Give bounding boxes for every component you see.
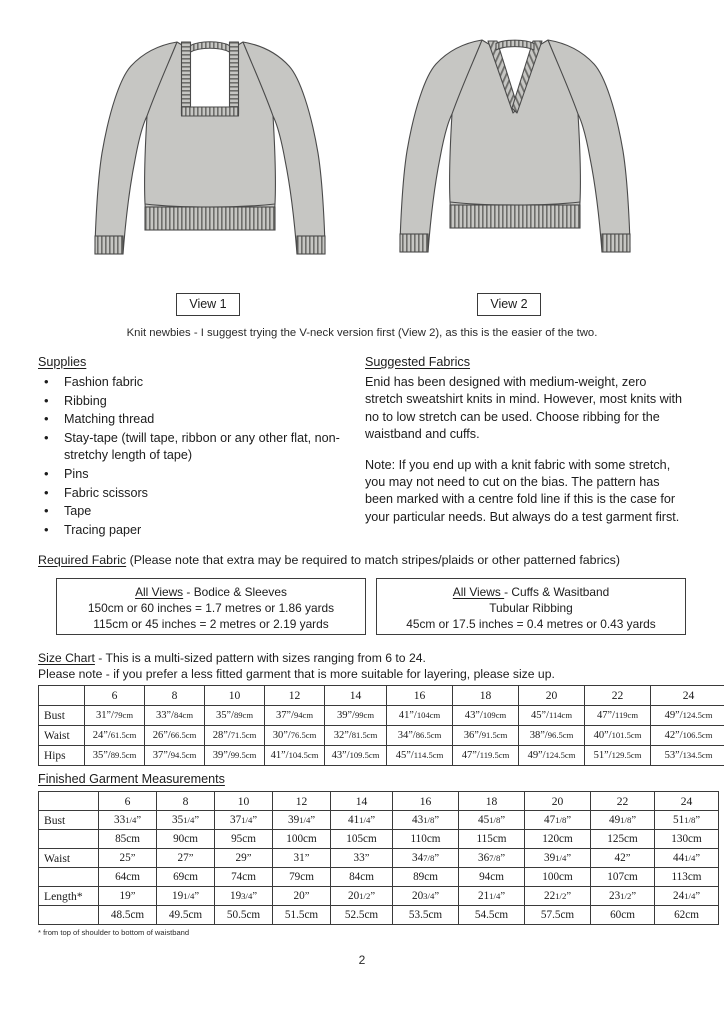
row-label-cell-empty — [39, 868, 99, 887]
measurement-cell-cm: 125cm — [591, 830, 655, 849]
measurement-cell: 45”/114cm — [519, 706, 585, 726]
measurement-cell-inches: 451/8” — [459, 811, 525, 830]
size-header-cell: 10 — [205, 686, 265, 706]
measurement-cell-cm: 107cm — [591, 868, 655, 887]
size-header-cell: 16 — [387, 686, 453, 706]
illustration-row — [0, 14, 724, 284]
size-header-cell: 10 — [215, 792, 273, 811]
row-label-cell: Waist — [39, 849, 99, 868]
size-header-cell: 16 — [393, 792, 459, 811]
fabric-box-title-underlined: All Views — [135, 585, 184, 599]
measurement-cell: 42”/106.5cm — [651, 726, 724, 746]
fabric-box-line: 115cm or 45 inches = 2 metres or 2.19 yards — [93, 617, 329, 632]
measurement-cell: 49”/124.5cm — [651, 706, 724, 726]
view-label-view2: View 2 — [477, 293, 541, 316]
size-header-cell: 12 — [265, 686, 325, 706]
fabric-box-title-rest: - Cuffs & Wasitband — [504, 585, 610, 599]
size-header-cell: 18 — [459, 792, 525, 811]
size-header-cell: 24 — [651, 686, 724, 706]
table-row — [39, 726, 724, 746]
measurement-cell-inches: 347/8” — [393, 849, 459, 868]
size-chart-heading-line — [38, 651, 698, 667]
measurement-cell-cm: 95cm — [215, 830, 273, 849]
size-chart-intro — [38, 651, 698, 682]
row-label-cell-empty — [39, 830, 99, 849]
measurement-cell-inches: 201/2” — [331, 887, 393, 906]
measurement-cell-cm: 100cm — [525, 868, 591, 887]
measurement-cell-cm: 50.5cm — [215, 906, 273, 925]
list-item: • Matching thread — [38, 411, 358, 428]
measurement-cell-cm: 110cm — [393, 830, 459, 849]
measurement-cell: 38”/96.5cm — [519, 726, 585, 746]
measurement-cell: 40”/101.5cm — [585, 726, 651, 746]
measurement-cell-inches: 391/4” — [525, 849, 591, 868]
measurement-cell-cm: 48.5cm — [99, 906, 157, 925]
supplies-section — [38, 355, 358, 541]
size-header-cell: 22 — [585, 686, 651, 706]
table-header-row — [39, 686, 724, 706]
size-header-cell: 20 — [519, 686, 585, 706]
supplies-list — [38, 374, 358, 539]
row-label-cell: Bust — [39, 811, 99, 830]
size-chart-heading-rest: - This is a multi-sized pattern with sizes ranging from 6 to 24. — [94, 651, 426, 665]
measurement-cell-cm: 85cm — [99, 830, 157, 849]
fabric-box-title — [57, 584, 365, 600]
measurement-cell-inches: 221/2” — [525, 887, 591, 906]
fabric-box-title-underlined: All Views — [452, 585, 505, 599]
page-number: 2 — [358, 953, 366, 967]
measurement-cell-inches: 371/4” — [215, 811, 273, 830]
measurement-cell-inches: 193/4” — [215, 887, 273, 906]
measurement-cell-cm: 130cm — [655, 830, 719, 849]
table-row — [39, 887, 719, 906]
fabrics-paragraph: Enid has been designed with medium-weight, zero stretch sweatshirt knits in mind. However, most knits with no to low stretch can be used. Choose ribbing for the waistband and cuffs. — [365, 375, 683, 442]
size-header-cell: 24 — [655, 792, 719, 811]
measurement-cell: 43”/109cm — [453, 706, 519, 726]
measurement-cell-inches: 31” — [273, 849, 331, 868]
measurement-cell-cm: 120cm — [525, 830, 591, 849]
size-header-cell: 6 — [85, 686, 145, 706]
row-label-cell: Bust — [39, 706, 85, 726]
measurement-cell: 43”/109.5cm — [325, 746, 387, 766]
measurement-cell-inches: 411/4” — [331, 811, 393, 830]
measurement-cell-cm: 49.5cm — [157, 906, 215, 925]
measurement-cell-cm: 52.5cm — [331, 906, 393, 925]
finished-measurements-footnote: * from top of shoulder to bottom of waistband — [38, 928, 190, 937]
measurement-cell-cm: 113cm — [655, 868, 719, 887]
size-header-cell: 22 — [591, 792, 655, 811]
measurement-cell: 28”/71.5cm — [205, 726, 265, 746]
measurement-cell-inches: 20” — [273, 887, 331, 906]
measurement-cell-inches: 29” — [215, 849, 273, 868]
size-chart-table — [38, 685, 724, 766]
row-label-cell: Waist — [39, 726, 85, 746]
measurement-cell-cm: 90cm — [157, 830, 215, 849]
measurement-cell-cm: 69cm — [157, 868, 215, 887]
measurement-cell: 35”/89.5cm — [85, 746, 145, 766]
supplies-heading: Supplies — [38, 355, 87, 369]
fabric-box-line: 150cm or 60 inches = 1.7 metres or 1.86 yards — [87, 601, 335, 616]
measurement-cell: 39”/99.5cm — [205, 746, 265, 766]
measurement-cell-inches: 491/8” — [591, 811, 655, 830]
measurement-cell-inches: 33” — [331, 849, 393, 868]
measurement-cell-cm: 64cm — [99, 868, 157, 887]
view-label-view1: View 1 — [176, 293, 240, 316]
size-header-cell: 6 — [99, 792, 157, 811]
measurement-cell: 47”/119.5cm — [453, 746, 519, 766]
required-fabric-heading-label: Required Fabric — [38, 553, 127, 567]
measurement-cell: 45”/114.5cm — [387, 746, 453, 766]
measurement-cell: 31”/79cm — [85, 706, 145, 726]
measurement-cell: 24”/61.5cm — [85, 726, 145, 746]
size-chart-heading-label: Size Chart — [38, 651, 95, 665]
measurement-cell-cm: 62cm — [655, 906, 719, 925]
measurement-cell: 53”/134.5cm — [651, 746, 724, 766]
measurement-cell-inches: 431/8” — [393, 811, 459, 830]
measurement-cell-cm: 51.5cm — [273, 906, 331, 925]
measurement-cell-inches: 19” — [99, 887, 157, 906]
table-row — [39, 746, 724, 766]
size-header-cell: 8 — [157, 792, 215, 811]
fabric-box-line: 45cm or 17.5 inches = 0.4 metres or 0.43 yards — [406, 617, 656, 632]
measurement-cell-inches: 42” — [591, 849, 655, 868]
table-row — [39, 830, 719, 849]
table-header-row — [39, 792, 719, 811]
measurement-cell-inches: 241/4” — [655, 887, 719, 906]
list-item: • Pins — [38, 466, 358, 483]
required-fabric-boxes — [38, 578, 686, 638]
measurement-cell-cm: 79cm — [273, 868, 331, 887]
measurement-cell: 36”/91.5cm — [453, 726, 519, 746]
finished-measurements-table — [38, 791, 719, 925]
measurement-cell-cm: 53.5cm — [393, 906, 459, 925]
list-item: • Fashion fabric — [38, 374, 358, 391]
suggested-fabrics-heading: Suggested Fabrics — [365, 355, 471, 369]
view-label-row — [0, 293, 724, 317]
list-item: • Tape — [38, 503, 358, 520]
measurement-cell: 34”/86.5cm — [387, 726, 453, 746]
table-row — [39, 811, 719, 830]
list-item: • Fabric scissors — [38, 485, 358, 502]
table-row — [39, 868, 719, 887]
fabric-box-bodice-sleeves — [56, 578, 366, 635]
measurement-cell-inches: 367/8” — [459, 849, 525, 868]
size-header-cell: 14 — [325, 686, 387, 706]
measurement-cell: 37”/94.5cm — [145, 746, 205, 766]
measurement-cell-inches: 27” — [157, 849, 215, 868]
size-header-cell: 14 — [331, 792, 393, 811]
measurement-cell-cm: 100cm — [273, 830, 331, 849]
required-fabric-heading-note: (Please note that extra may be required to match stripes/plaids or other patterned fabrics) — [126, 553, 620, 567]
measurement-cell: 30”/76.5cm — [265, 726, 325, 746]
intro-caption: Knit newbies - I suggest trying the V-neck version first (View 2), as this is the easier of the two. — [126, 327, 598, 339]
measurement-cell-cm: 84cm — [331, 868, 393, 887]
measurement-cell-cm: 115cm — [459, 830, 525, 849]
list-item: • Stay-tape (twill tape, ribbon or any other flat, non-stretchy length of tape) — [38, 430, 358, 464]
measurement-cell-inches: 391/4” — [273, 811, 331, 830]
measurement-cell-cm: 94cm — [459, 868, 525, 887]
measurement-cell: 47”/119cm — [585, 706, 651, 726]
measurement-cell: 41”/104cm — [387, 706, 453, 726]
finished-measurements-heading: Finished Garment Measurements — [38, 772, 225, 786]
list-item: • Tracing paper — [38, 522, 358, 539]
measurement-cell-inches: 471/8” — [525, 811, 591, 830]
measurement-cell-inches: 511/8” — [655, 811, 719, 830]
row-label-cell: Length* — [39, 887, 99, 906]
measurement-cell-inches: 25” — [99, 849, 157, 868]
measurement-cell-cm: 57.5cm — [525, 906, 591, 925]
size-chart-note: Please note - if you prefer a less fitted garment that is more suitable for layering, please size up. — [38, 666, 555, 681]
list-item: • Ribbing — [38, 393, 358, 410]
measurement-cell: 51”/129.5cm — [585, 746, 651, 766]
table-corner-cell — [39, 792, 99, 811]
measurement-cell-inches: 331/4” — [99, 811, 157, 830]
size-header-cell: 20 — [525, 792, 591, 811]
row-label-cell: Hips — [39, 746, 85, 766]
measurement-cell: 41”/104.5cm — [265, 746, 325, 766]
measurement-cell-inches: 211/4” — [459, 887, 525, 906]
measurement-cell-cm: 105cm — [331, 830, 393, 849]
measurement-cell: 49”/124.5cm — [519, 746, 585, 766]
measurement-cell-cm: 54.5cm — [459, 906, 525, 925]
fabric-box-line: Tubular Ribbing — [489, 601, 573, 616]
garment-illustration-view2 — [390, 14, 640, 284]
measurement-cell: 37”/94cm — [265, 706, 325, 726]
size-header-cell: 12 — [273, 792, 331, 811]
table-row — [39, 849, 719, 868]
measurement-cell: 33”/84cm — [145, 706, 205, 726]
table-row — [39, 706, 724, 726]
measurement-cell: 35”/89cm — [205, 706, 265, 726]
measurement-cell-inches: 351/4” — [157, 811, 215, 830]
fabric-box-title — [377, 584, 685, 600]
fabric-box-title-rest: - Bodice & Sleeves — [183, 585, 287, 599]
required-fabric-heading — [38, 553, 620, 567]
fabric-box-cuffs-waistband — [376, 578, 686, 635]
size-header-cell: 8 — [145, 686, 205, 706]
measurement-cell-cm: 60cm — [591, 906, 655, 925]
suggested-fabrics-section — [365, 355, 685, 539]
table-row — [39, 906, 719, 925]
row-label-cell-empty — [39, 906, 99, 925]
measurement-cell-inches: 441/4” — [655, 849, 719, 868]
size-header-cell: 18 — [453, 686, 519, 706]
measurement-cell-inches: 231/2” — [591, 887, 655, 906]
garment-illustration-view1 — [85, 14, 335, 284]
measurement-cell: 26”/66.5cm — [145, 726, 205, 746]
measurement-cell-cm: 89cm — [393, 868, 459, 887]
measurement-cell-inches: 191/4” — [157, 887, 215, 906]
measurement-cell-inches: 203/4” — [393, 887, 459, 906]
measurement-cell-cm: 74cm — [215, 868, 273, 887]
table-corner-cell — [39, 686, 85, 706]
fabrics-note-paragraph: Note: If you end up with a knit fabric with some stretch, you may not need to cut on the bias. The pattern has been marked with a centre fold line if this is the case for your particular needs. But always do a test garment first. — [365, 457, 680, 524]
measurement-cell: 32”/81.5cm — [325, 726, 387, 746]
measurement-cell: 39”/99cm — [325, 706, 387, 726]
